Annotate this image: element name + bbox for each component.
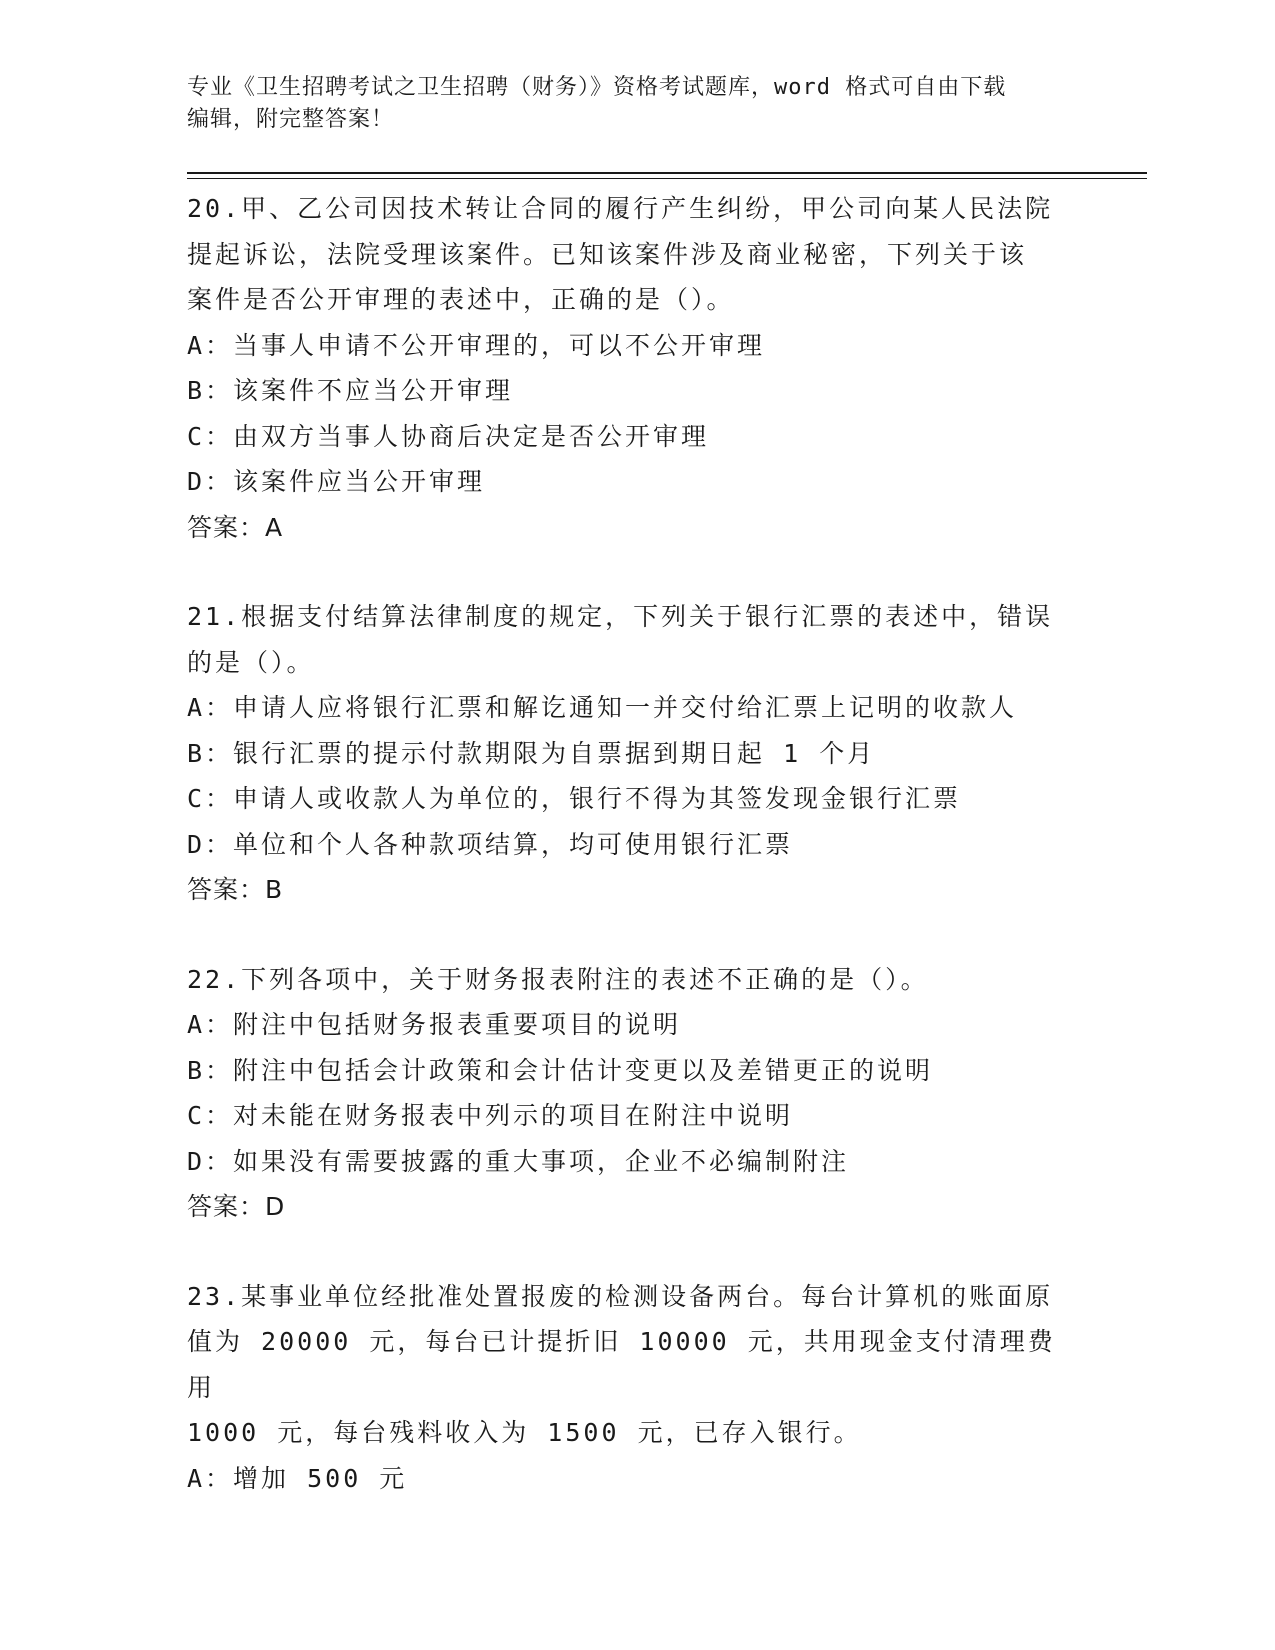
question-stem-line: 22.下列各项中，关于财务报表附注的表述不正确的是（）。 [187,964,929,994]
question-23 [187,1274,1067,1502]
question-21 [187,594,1067,913]
question-stem-line: 值为 20000 元，每台已计提折旧 10000 元，共用现金支付清理费用 [187,1327,1056,1402]
option-d: D：如果没有需要披露的重大事项，企业不必编制附注 [187,1146,850,1176]
option-c: C：对未能在财务报表中列示的项目在附注中说明 [187,1101,794,1130]
question-list [187,186,1067,1501]
header-divider-thin [187,178,1147,179]
answer-label: 答案：A [187,512,284,542]
question-22 [187,957,1067,1230]
option-c: C：申请人或收款人为单位的，银行不得为其签发现金银行汇票 [187,784,962,813]
question-20 [187,186,1067,550]
option-a: A：当事人申请不公开审理的，可以不公开审理 [187,330,766,360]
question-spacer [187,913,1067,957]
option-d: D：该案件应当公开审理 [187,467,486,496]
question-spacer [187,550,1067,594]
question-stem-line: 21.根据支付结算法律制度的规定，下列关于银行汇票的表述中，错误 [187,602,1054,631]
answer-label: 答案：B [187,875,284,904]
question-stem-line: 23.某事业单位经批准处置报废的检测设备两台。每台计算机的账面原 [187,1281,1054,1311]
question-stem-line: 案件是否公开审理的表述中，正确的是（）。 [187,285,735,314]
question-stem-line: 1000 元，每台残料收入为 1500 元，已存入银行。 [187,1418,862,1447]
header-divider-thick [187,172,1147,174]
header-line-2: 编辑，附完整答案！ [187,107,395,132]
document-header [187,72,1087,136]
question-stem-line: 的是（）。 [187,647,315,677]
option-a: A：增加 500 元 [187,1463,408,1493]
header-line-1: 专业《卫生招聘考试之卫生招聘（财务）》资格考试题库，word 格式可自由下载 [187,75,1007,100]
option-b: B：银行汇票的提示付款期限为自票据到期日起 1 个月 [187,738,876,768]
option-d: D：单位和个人各种款项结算，均可使用银行汇票 [187,829,794,859]
question-stem-line: 20.甲、乙公司因技术转让合同的履行产生纠纷，甲公司向某人民法院 [187,194,1054,223]
option-c: C：由双方当事人协商后决定是否公开审理 [187,421,710,451]
option-b: B：附注中包括会计政策和会计估计变更以及差错更正的说明 [187,1055,934,1085]
question-spacer [187,1230,1067,1274]
question-stem-line: 提起诉讼，法院受理该案件。已知该案件涉及商业秘密，下列关于该 [187,239,1028,269]
option-a: A：申请人应将银行汇票和解讫通知一并交付给汇票上记明的收款人 [187,693,1018,722]
option-a: A：附注中包括财务报表重要项目的说明 [187,1010,682,1039]
option-b: B：该案件不应当公开审理 [187,376,514,405]
answer-label: 答案：D [187,1192,286,1221]
